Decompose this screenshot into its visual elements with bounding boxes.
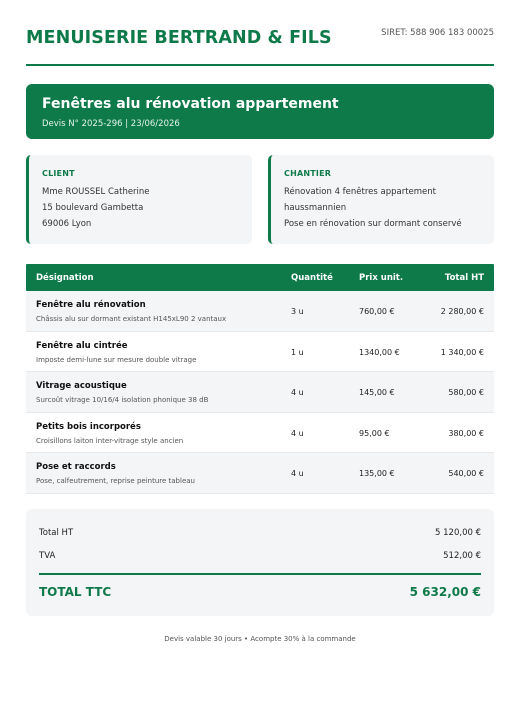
item-unit-price: 145,00 € [359,388,395,397]
table-row [26,413,494,454]
table-row [26,332,494,373]
item-name: Fenêtre alu rénovation [36,300,146,310]
tva-label: TVA [39,551,56,561]
item-unit-price: 760,00 € [359,307,395,316]
header-total: Total HT [444,273,484,283]
item-quantity: 1 u [291,347,304,357]
header-designation: Désignation [36,273,94,283]
item-quantity: 4 u [291,469,304,478]
item-total: 540,00 € [448,469,484,478]
total-ht-value: 5 120,00 € [435,528,481,538]
site-line-2: haussmannien [284,203,347,213]
quote-table [26,264,494,494]
item-name: Petits bois incorporés [36,421,141,432]
client-city: 69006 Lyon [42,219,92,229]
client-name: Mme ROUSSEL Catherine [42,187,150,197]
item-unit-price: 95,00 € [359,428,390,438]
site-line-1: Rénovation 4 fenêtres appartement [284,187,437,197]
item-quantity: 3 u [291,307,304,316]
footer-note: Devis valable 30 jours • Acompte 30% à la commande [164,635,356,643]
item-name: Fenêtre alu cintrée [36,340,128,351]
item-total: 580,00 € [448,388,484,397]
item-quantity: 4 u [291,388,304,397]
siret-number: SIRET: 588 906 183 00025 [381,28,494,38]
item-name: Pose et raccords [36,462,116,472]
totals-panel [26,509,494,616]
header-unit-price: Prix unit. [359,273,404,283]
client-heading: CLIENT [42,169,75,178]
table-header [26,264,494,291]
site-line-3: Pose en rénovation sur dormant conservé [284,219,462,229]
quote-number-date: Devis N° 2025-296 | 23/06/2026 [42,119,180,129]
tva-value: 512,00 € [443,551,481,561]
item-unit-price: 135,00 € [359,469,395,478]
total-ttc-value: 5 632,00 € [409,585,481,599]
item-quantity: 4 u [291,428,304,438]
totals-divider [39,573,481,575]
client-address: 15 boulevard Gambetta [42,203,144,213]
item-total: 1 340,00 € [440,347,484,357]
header-quantity: Quantité [291,273,333,283]
company-name: MENUISERIE BERTRAND & FILS [26,28,332,48]
item-unit-price: 1340,00 € [359,347,400,357]
item-description: Châssis alu sur dormant existant H145xL90 2 vantaux [36,315,227,323]
item-total: 380,00 € [448,428,484,438]
site-heading: CHANTIER [284,169,332,178]
document-header [26,22,494,66]
item-description: Pose, calfeutrement, reprise peinture tableau [36,477,195,485]
total-ht-label: Total HT [39,528,74,538]
item-description: Surcoût vitrage 10/16/4 isolation phonique 38 dB [36,396,209,404]
item-total: 2 280,00 € [440,307,484,316]
item-description: Imposte demi-lune sur mesure double vitrage [36,355,197,364]
total-ttc-label: TOTAL TTC [39,585,112,599]
client-card [26,155,252,244]
quote-banner [26,84,494,139]
table-row [26,291,494,332]
item-description: Croisillons laiton inter-vitrage style ancien [36,436,184,445]
table-row [26,372,494,413]
quote-title: Fenêtres alu rénovation appartement [42,96,339,112]
table-row [26,453,494,494]
site-card [268,155,494,244]
item-name: Vitrage acoustique [36,381,127,391]
